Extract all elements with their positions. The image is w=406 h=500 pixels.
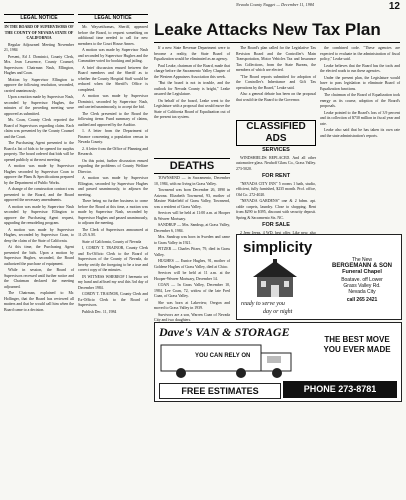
legal-paragraph: A motion was made by Supervisor Nash and seconded by Supervisor Hughes and the Committee voted for booking and jailing. <box>78 48 148 63</box>
deaths-header: DEATHS <box>154 160 230 174</box>
legal-paragraph: At this time, the Purchasing Agent presented the bids. Upon a motion by Supervisor Hughes, seconded, the Board authorized the purchase of equipment. <box>4 245 74 266</box>
firm-subtitle: Funeral Chapel <box>342 269 382 275</box>
legal-paragraph: The Clerk of Supervisors announced at 11:25 A.M. <box>78 227 148 237</box>
legal-paragraph: State of California, County of Nevada <box>82 239 142 244</box>
obituary-paragraph: Townsend was born December 26, 1890 in Arizona. Elizabeth Townsend, 93, mother of Maxine Wakefield of Grass Valley, Townsend, was a resident of Grass Valley. <box>154 188 230 209</box>
simplicity-slogan-2: day or night <box>263 309 293 315</box>
deaths-rule <box>154 158 230 159</box>
daves-best-move: THE BEST MOVE YOU EVER MADE <box>323 335 391 354</box>
legal-paragraph: IN THE BOARD OF SUPERVISORS OF THE COUNTY OF NEVADA STATE OF CALIFORNIA <box>4 25 74 40</box>
story-paragraph: If a new State Revenue Department were to become a reality, the State Board of Equalization would be eliminated as an agency. <box>154 46 230 61</box>
classified-ad: WINDSHIELDS REPLACED. And all other automotive glass. Neuhoff Glass Co., Grass Valley. 273-5020. <box>236 155 316 171</box>
funeral-home-details <box>325 257 399 303</box>
firm-prefix: The New <box>351 257 372 263</box>
legal-paragraph: I, CORDY T. TRAINOR, County Clerk and Ex-Officio Clerk to the Board of Supervisors of the County of Nevada, do hereby certify the foregoing to be a true and correct copy of the minutes. <box>78 246 148 272</box>
daves-van-storage-ad <box>154 322 402 402</box>
page-number: 12 <box>388 1 400 12</box>
daves-ad-subtitle: YOU CAN RELY ON <box>195 353 251 359</box>
obituary-paragraph: TOWNSEND — in Sacramento, December 10, 1984, with no living in Grass Valley. <box>154 176 230 186</box>
legal-paragraph: A motion was made by Supervisor Nash seconded by Supervisor Ellington to approve the Purchasing Agent request, upgrading the remodeling program. <box>4 204 74 225</box>
story-paragraph: "The Board reports submitted for adoption of the Controller's Inheritance and Gift Tax operations by the Board," Leake said. <box>236 74 316 90</box>
story-paragraph: On behalf of the board, Leake went to the Legislature with a proposal that would move the State of California Board of Equalization out of the present tax system. <box>154 98 230 119</box>
story-paragraph: Leake believes that the Board has the tools and the elected roads to run these agencies. <box>320 63 400 73</box>
legal-notice-header-2: LEGAL NOTICE <box>78 14 148 23</box>
legal-paragraph: A motion was made by Supervisor Ellington, seconded by Supervisor Hughes and passed unanimously, to adjourn the meeting. <box>78 176 148 197</box>
legal-paragraph: There being no further business to come before the Board at this time, a motion was made by Supervisor Nash, seconded by Supervisor Hughes and passed unanimously, to adjourn the meeting. <box>78 199 148 225</box>
legal-paragraph: The Purchasing Agent presented to the Board a list of bids to be opened for surplus property. The board ordered that bids will be opened publicly at the next meeting. <box>4 141 74 162</box>
legal-paragraph: On this point, further discussion ensued regarding the problems of County Welfare Director. <box>78 158 148 174</box>
legal-paragraph: While in session, the Board of Supervisors recessed until further notice and the Chairman declared the meeting adjourned. <box>4 268 74 289</box>
classified-ad: "NEVADA GARDENS" one & 2 bdrm. apt. cable carpets, laundry. Close to shopping. Rent from $290 to $395, discount with security deposit. Spring & Sacramento Sts. NC. <box>236 199 316 220</box>
moving-truck-illustration <box>159 341 305 381</box>
legal-paragraph: Regular Adjourned Meeting November 21, 1984 <box>4 42 74 52</box>
firm-name: BERGEMANN & SON <box>331 263 392 269</box>
page-folio: Nevada County Nugget — December 11, 1984 <box>236 2 315 7</box>
story-column-3 <box>320 46 400 218</box>
firm-phone: call 265 2421 <box>346 297 378 303</box>
legal-paragraph: Upon a motion made by Supervisor Nash, seconded by Supervisor Hughes, the minutes of the preceding meeting were approved as submitted. <box>4 95 74 116</box>
legal-paragraph: A brief discussion ensued between the Board members and the Sheriff as to whether the County Hospital Staff would be reduced when the Sheriff's Office is completed. <box>78 65 148 92</box>
story-paragraph: Also a general debate has been on the proposal that would tie the Board to the Governor. <box>236 92 316 102</box>
obituary-paragraph: Services will be held at 11 a.m. at the Hooper-Weaver Mortuary, December 14. <box>154 271 230 281</box>
obituary-paragraph: PITZER — Charles Pitzer, 79, died in Grass Valley. <box>154 247 230 257</box>
legal-notice-body-2 <box>78 25 148 315</box>
firm-city: Nevada City <box>348 289 376 295</box>
legal-paragraph: 2. A letter from the Office of Planning and Research. <box>78 146 148 156</box>
classified-ad: 2 Jeep Jeeps, 4 WD, best offer. Like new, also <box>240 230 316 235</box>
obituary-paragraph: She was born at Lakeview, Oregon and moved to Grass Valley in 1939. <box>154 300 230 310</box>
daves-phone-banner: PHONE 273-8781 <box>283 381 397 398</box>
classified-section-title: FOR RENT <box>261 173 291 179</box>
classified-section-title: SERVICES <box>262 147 290 153</box>
legal-paragraph: 1. A letter from the Department of Finance concerning a population census in Nevada County. <box>78 129 148 144</box>
lower-page-space <box>236 404 400 494</box>
legal-paragraph: Ms. Coan, County Clerk reported the Board of Supervisors regarding claim. Each claim was presented by the County Counsel and the Court. <box>4 118 74 139</box>
legal-paragraph: A motion was made by Supervisor Dominici, seconded by Supervisor Nash, and carried unanimously, to accept the bid. <box>78 94 148 109</box>
legal-paragraph: The Clerk presented to the Board the following items: Fund summary of claims, audited and approved by the Auditor. <box>78 111 148 127</box>
obituary-paragraph: COAN — In Grass Valley, December 10, 1984, Lee Coan, 72, widow of the late Fred Coan, of Grass Valley. <box>154 283 230 298</box>
legal-paragraph: A motion was made by Supervisor Hughes, seconded by Supervisor Coan, to deny the claim of the State of California. <box>4 227 74 243</box>
classified-section <box>236 120 316 235</box>
headline: Leake Attacks New Tax Plan <box>154 20 381 39</box>
simplicity-slogan-1: ready to serve you <box>241 301 285 307</box>
story-paragraph: Under the present plan, the Legislature would have to pass legislation to eliminate Board of Equalization functions. <box>320 75 400 91</box>
headline-rule <box>154 42 400 43</box>
daves-ad-title: Dave's VAN & STORAGE <box>159 325 290 339</box>
firm-address-2: Grass Valley Rd. <box>343 283 381 289</box>
obituary-paragraph: Survivors are a son, Warren Coan of Nevada City and two daughters. <box>154 312 230 322</box>
simplicity-ad <box>236 234 402 320</box>
legal-notice-header-1: LEGAL NOTICE <box>4 14 74 23</box>
classified-ad: "NEVADA CITY INN" 5 rooms 1 bath, studio, efficient, fully furnished, $235 month. Prof. office, Old Co. 272-4020. <box>236 181 316 197</box>
firm-address-1: Boatave. off Lower <box>341 277 383 283</box>
legal-paragraph: Mr. Waysetthomas, Sheriff, appeared before the Board, to request something on additional time needed to call for new members to the Court House Annex. <box>78 25 148 46</box>
story-column-1 <box>154 46 230 156</box>
story-paragraph: Leake pointed to the Board's loss of 3.9 percent and its collection of $730 million in fiscal year and rate. <box>320 110 400 126</box>
obituary-paragraph: Mrs. Sandrup was born in Sweden and came to Grass Valley in 1921. <box>154 235 230 245</box>
daves-estimate-banner: FREE ESTIMATES <box>159 383 281 399</box>
story-paragraph: the combined code. "These agencies are expected to evaluate in the administration of fiscal policy," Leake said. <box>320 46 400 61</box>
classified-header: CLASSIFIED ADS <box>236 120 316 146</box>
legal-paragraph: Motion by Supervisor Ellington to approve the following resolution, seconded, carried unanimously. <box>4 77 74 93</box>
legal-notice-column-1 <box>4 14 74 498</box>
simplicity-brand: simplicity <box>243 239 313 256</box>
obituary-paragraph: Services will be held at 11:00 a.m. at Hooper & Weaver Mortuary. <box>154 211 230 221</box>
classified-section-title: FOR SALE <box>262 222 290 228</box>
story-paragraph: The Board's plan called for the Legislative Tax Revision Board and the Controller's Main Transportation, Motor Vehicles Tax and Insurance Tax Collections, from the State Bureau, the members of which are elected. <box>236 46 316 72</box>
legal-paragraph: CORDY T. TRAINOR, County Clerk and Ex-Officio Clerk to the Board of Supervisors. <box>78 292 148 307</box>
legal-notice-body-1 <box>4 25 74 313</box>
story-paragraph: The chairman of the Board of Equalization took energy as its course, adoption of the Board's proposals. <box>320 93 400 108</box>
legal-notice-column-2 <box>78 14 148 498</box>
legal-paragraph: IN WITNESS WHEREOF I hereunto set my hand and affixed my seal this 3rd day of December 1984. <box>78 274 148 290</box>
story-paragraph: Paul Leake, chairman of the Board, made that charge before the Sacramento Valley Chapter of the Western Appraisers Association this week. <box>154 63 230 79</box>
legal-paragraph: The Chairman, explained to Mr. Hollinger, that the Board has reviewed all matters and that he would call him when the Board came to a decision. <box>4 291 74 312</box>
chapel-illustration <box>245 259 305 299</box>
legal-paragraph: A motion was made by Supervisor Hughes seconded by Supervisor Coan to approve the Plans & Specifications prepared by the Department of Public Works. <box>4 164 74 185</box>
story-column-2 <box>236 46 316 118</box>
legal-paragraph: Publish Dec. 11, 1984 <box>82 309 117 314</box>
legal-paragraph: Present, Ed J. Dominici, County Clerk, Mrs. Jean Lawrence, County Counsel; Supervisors: Chairman Nash, Ellington, Hughes and Coan. <box>4 54 74 75</box>
obituary-paragraph: HUGHES — Eunice Hughes, 91, mother of Goldene Hughes of Grass Valley, died at Chico. <box>154 259 230 269</box>
obituary-paragraph: SANDRUP — Mrs. Sandrup, at Grass Valley, December 6, 1984. <box>154 223 230 233</box>
story-paragraph: Leake also said that he has taken its own rate and the state administration's reports. <box>320 128 400 138</box>
story-paragraph: "But the board is not in trouble, and the outlook for Nevada County is bright," Leake assured the Legislature. <box>154 81 230 96</box>
legal-paragraph: A change of the construction contract was presented to the Board, and the Board approved the necessary amendments. <box>4 187 74 202</box>
